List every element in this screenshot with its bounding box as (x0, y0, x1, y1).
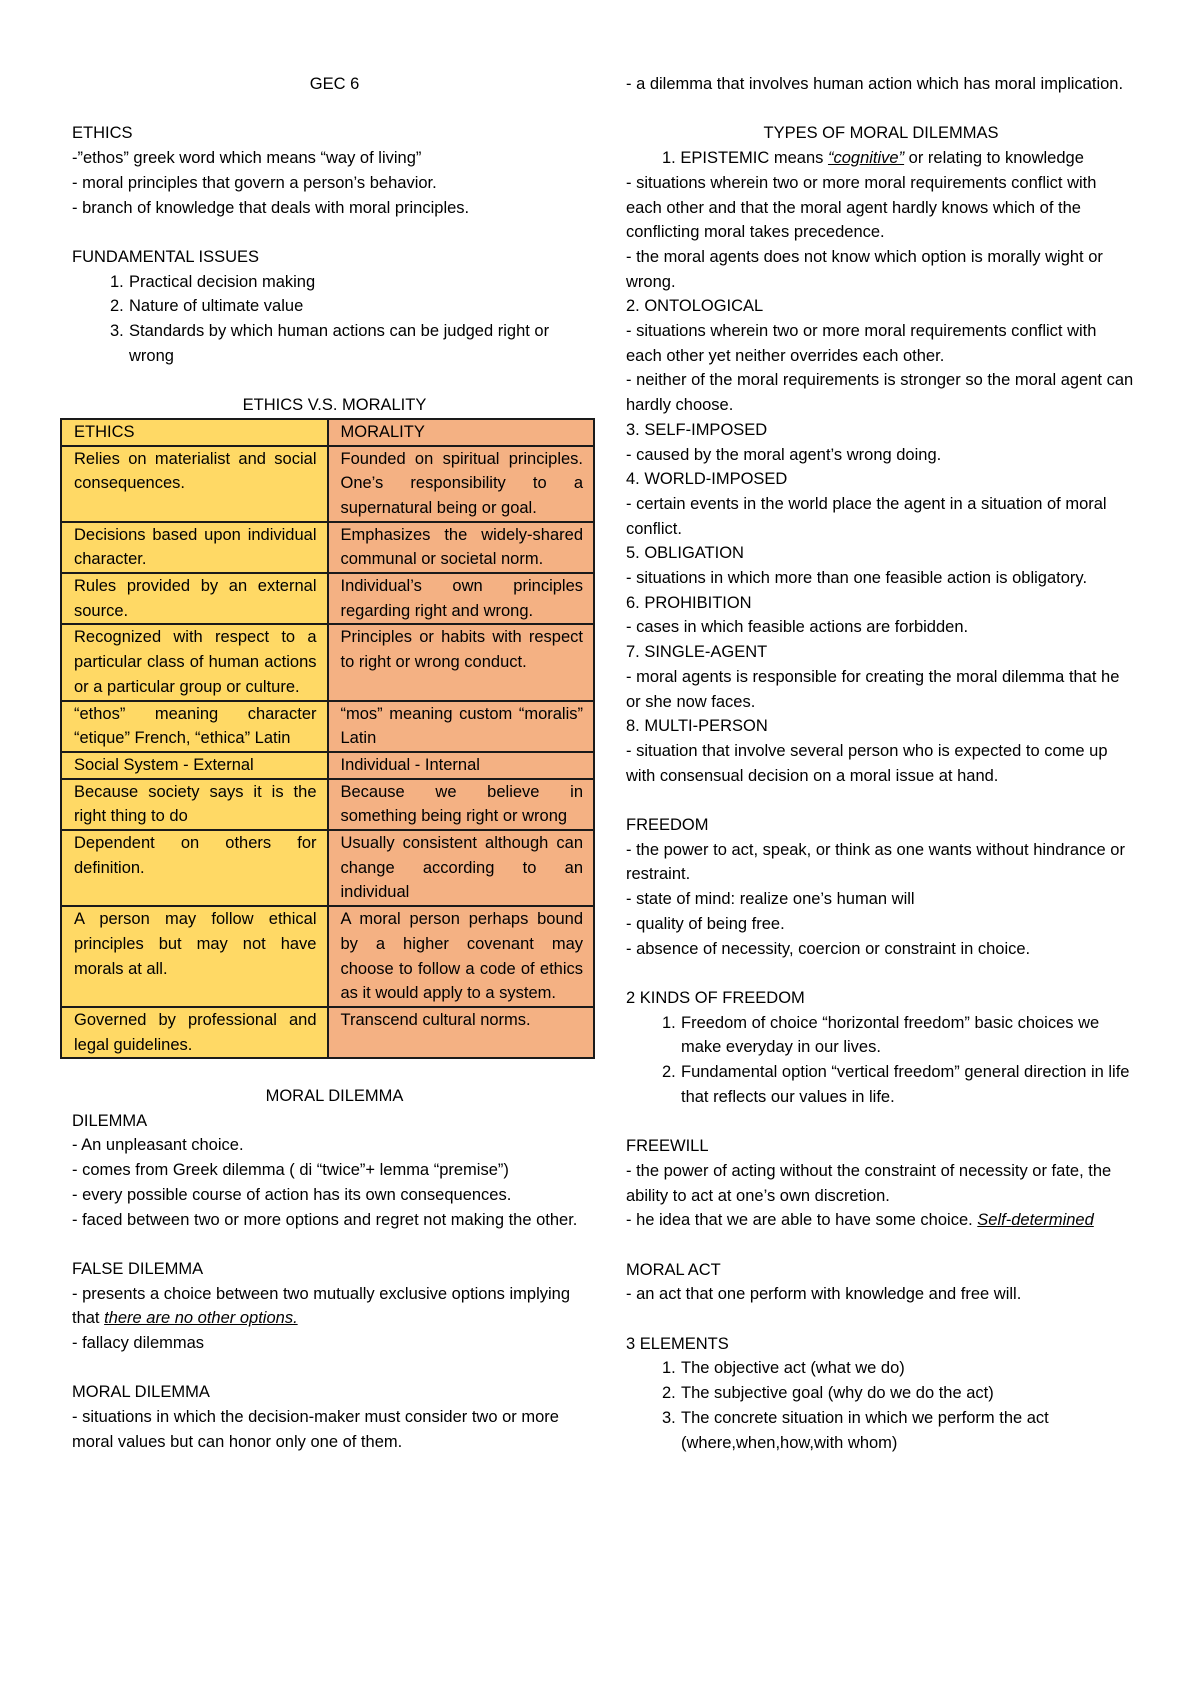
fundamental-issues-list (72, 270, 597, 369)
ethics-cell: Rules provided by an external source. (61, 573, 328, 624)
list-item: 2. The subjective goal (why do we do the act) (662, 1384, 994, 1403)
false-dilemma-line: - presents a choice between two mutually exclusive options implying that there are no other options. (72, 1284, 570, 1328)
freedom-line: - absence of necessity, coercion or constraint in choice. (626, 939, 1031, 958)
list-item: 3. The concrete situation in which we perform the act (where,when,how,with whom) (662, 1408, 1049, 1452)
type-line: - cases in which feasible actions are forbidden. (626, 618, 969, 637)
ethics-line: - moral principles that govern a person’s behavior. (72, 173, 437, 192)
list-item: 3. Standards by which human actions can be judged right or wrong (110, 322, 550, 365)
ethics-cell: Dependent on others for definition. (61, 830, 328, 906)
type-line: - moral agents is responsible for creating the moral dilemma that he or she now faces. (626, 667, 1120, 711)
morality-cell: Individual’s own principles regarding right and wrong. (328, 573, 595, 624)
table-row (61, 906, 594, 1007)
dilemma-line: - every possible course of action has its own consequences. (72, 1185, 512, 1204)
morality-cell: Principles or habits with respect to right or wrong conduct. (328, 624, 595, 700)
ethics-cell: Social System - External (61, 752, 328, 779)
underlined-text: there are no other options. (104, 1309, 298, 1328)
morality-cell: A moral person perhaps bound by a higher covenant may choose to follow a code of ethics as it would apply to a system. (328, 906, 595, 1007)
ethics-line: - branch of knowledge that deals with moral principles. (72, 198, 470, 217)
type-line: - situations wherein two or more moral requirements conflict with each other yet neither overrides each other. (626, 322, 1097, 365)
type-heading: 3. SELF-IMPOSED (626, 420, 768, 439)
table-row (61, 779, 594, 830)
intro-line: - a dilemma that involves human action which has moral implication. (626, 75, 1124, 93)
elements-heading: 3 ELEMENTS (626, 1334, 729, 1353)
type-line: - the moral agents does not know which option is morally wight or wrong. (626, 247, 1103, 291)
moral-act-heading: MORAL ACT (626, 1260, 721, 1279)
underlined-text: Self-determined (977, 1211, 1094, 1230)
type-line: - situation that involve several person who is expected to come up with consensual decision on a moral issue at hand. (626, 741, 1108, 785)
type-heading: 2. ONTOLOGICAL (626, 297, 764, 316)
types-title: TYPES OF MORAL DILEMMAS (763, 124, 999, 143)
morality-cell: Individual - Internal (328, 752, 595, 779)
moral-dilemma-heading: MORAL DILEMMA (72, 1383, 210, 1402)
elements-list (626, 1356, 1136, 1455)
right-column (626, 72, 1136, 1455)
type-heading: 1. EPISTEMIC means “cognitive” or relating to knowledge (662, 149, 1084, 168)
false-dilemma-heading: FALSE DILEMMA (72, 1259, 204, 1278)
document-title: GEC 6 (309, 75, 360, 93)
type-heading: 5. OBLIGATION (626, 544, 744, 563)
moral-dilemma-title: MORAL DILEMMA (265, 1087, 404, 1106)
freedom-line: - the power to act, speak, or think as one wants without hindrance or restraint. (626, 840, 1125, 884)
type-heading: 7. SINGLE-AGENT (626, 643, 768, 662)
type-heading: 6. PROHIBITION (626, 593, 752, 612)
list-item: 2. Fundamental option “vertical freedom” general direction in life that reflects our values in life. (662, 1063, 1130, 1106)
dilemma-line: - comes from Greek dilemma ( di “twice”+ lemma “premise”) (72, 1161, 509, 1180)
moral-act-line: - an act that one perform with knowledge and free will. (626, 1285, 1022, 1304)
left-column (72, 72, 597, 1455)
table-row (61, 522, 594, 573)
type-line: - neither of the moral requirements is stronger so the moral agent can hardly choose. (626, 371, 1134, 415)
table-title: ETHICS V.S. MORALITY (242, 396, 427, 415)
freewill-heading: FREEWILL (626, 1137, 709, 1156)
morality-cell: Emphasizes the widely-shared communal or societal norm. (328, 522, 595, 573)
freedom-line: - state of mind: realize one’s human will (626, 890, 915, 909)
ethics-cell: Because society says it is the right thing to do (61, 779, 328, 830)
header-morality: MORALITY (328, 419, 595, 446)
ethics-heading: ETHICS (72, 124, 133, 143)
type-line: - situations wherein two or more moral requirements conflict with each other and that the moral agent hardly knows which of the conflicting moral takes precedence. (626, 173, 1097, 242)
table-row (61, 573, 594, 624)
type-line: - caused by the moral agent’s wrong doing. (626, 445, 942, 464)
ethics-cell: A person may follow ethical principles but may not have morals at all. (61, 906, 328, 1007)
type-line: - certain events in the world place the agent in a situation of moral conflict. (626, 494, 1107, 538)
table-header-row (61, 419, 594, 446)
dilemma-heading: DILEMMA (72, 1111, 148, 1130)
morality-cell: Transcend cultural norms. (328, 1007, 595, 1058)
type-line: - situations in which more than one feasible action is obligatory. (626, 569, 1088, 588)
table-row (61, 701, 594, 752)
header-ethics: ETHICS (61, 419, 328, 446)
list-item: 1. Freedom of choice “horizontal freedom” basic choices we make everyday in our lives. (662, 1013, 1100, 1057)
morality-cell: “mos” meaning custom “moralis” Latin (328, 701, 595, 752)
type-heading: 8. MULTI-PERSON (626, 717, 768, 736)
list-item: 1. The objective act (what we do) (662, 1359, 905, 1378)
ethics-cell: Relies on materialist and social consequences. (61, 446, 328, 522)
table-row (61, 1007, 594, 1058)
freewill-line: - he idea that we are able to have some choice. Self-determined (626, 1211, 1094, 1230)
ethics-cell: Governed by professional and legal guidelines. (61, 1007, 328, 1058)
kinds-of-freedom-list (626, 1011, 1136, 1110)
ethics-cell: “ethos” meaning character “etique” French, “ethica” Latin (61, 701, 328, 752)
ethics-line: -”ethos” greek word which means “way of living” (72, 149, 422, 168)
underlined-text: “cognitive” (827, 149, 905, 168)
type-heading: 4. WORLD-IMPOSED (626, 470, 788, 489)
moral-dilemma-line: - situations in which the decision-maker must consider two or more moral values but can honor only one of them. (72, 1408, 559, 1451)
ethics-cell: Recognized with respect to a particular class of human actions or a particular group or culture. (61, 624, 328, 700)
ethics-vs-morality-table (60, 418, 595, 1060)
dilemma-line: - faced between two or more options and regret not making the other. (72, 1210, 578, 1229)
ethics-cell: Decisions based upon individual character. (61, 522, 328, 573)
list-item: 2. Nature of ultimate value (110, 297, 304, 316)
freewill-line: - the power of acting without the constraint of necessity or fate, the ability to act at one’s own discretion. (626, 1161, 1112, 1205)
morality-cell: Because we believe in something being right or wrong (328, 779, 595, 830)
table-row (61, 752, 594, 779)
false-dilemma-line: - fallacy dilemmas (72, 1334, 205, 1353)
kinds-of-freedom-heading: 2 KINDS OF FREEDOM (626, 988, 805, 1007)
freedom-heading: FREEDOM (626, 816, 709, 835)
table-row (61, 446, 594, 522)
morality-cell: Usually consistent although can change according to an individual (328, 830, 595, 906)
freedom-line: - quality of being free. (626, 914, 785, 933)
fundamental-issues-heading: FUNDAMENTAL ISSUES (72, 247, 260, 266)
list-item: 1. Practical decision making (110, 272, 316, 291)
dilemma-line: - An unpleasant choice. (72, 1136, 244, 1155)
table-row (61, 624, 594, 700)
table-row (61, 830, 594, 906)
morality-cell: Founded on spiritual principles. One’s responsibility to a supernatural being or goal. (328, 446, 595, 522)
